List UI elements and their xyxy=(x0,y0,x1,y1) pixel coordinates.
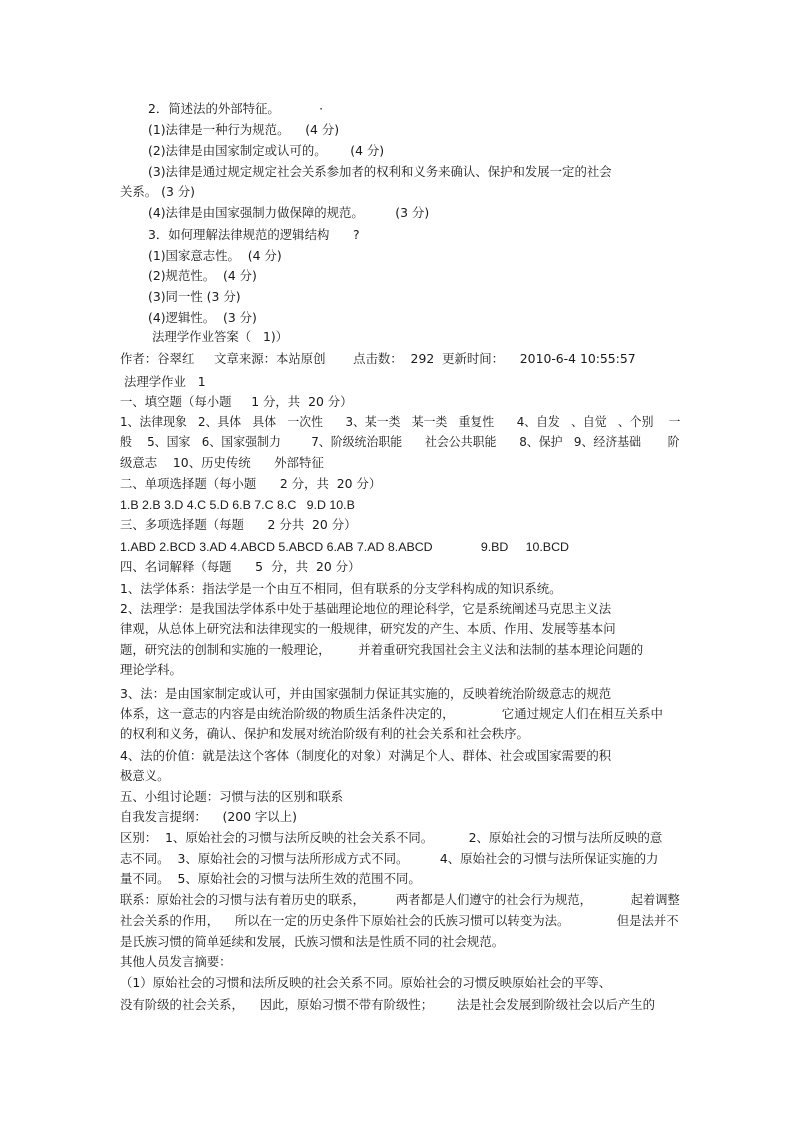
text-line: 二、单项选择题（每小题 2 分，共 20 分） xyxy=(120,476,382,491)
text-line: 3、法：是由国家制定或认可，并由国家强制力保证其实施的，反映着统治阶级意志的规范 xyxy=(120,686,612,701)
text-line: (2)规范性。 (4 分) xyxy=(148,268,257,283)
text-line: 级意志 10、历史传统 外部特征 xyxy=(120,455,324,470)
text-line: 联系：原始社会的习惯与法有着历史的联系， 两者都是人们遵守的社会行为规范， 起着调整 xyxy=(120,892,680,907)
text-line: (1)法律是一种行为规范。 (4 分) xyxy=(148,122,340,137)
text-line: (4)逻辑性。 (3 分) xyxy=(148,310,257,325)
text-line: (3)法律是通过规定规定社会关系参加者的权利和义务来确认、保护和发展一定的社会 xyxy=(148,164,612,179)
text-line: 般 5、国家 6、国家强制力 7、阶级统治职能 社会公共职能 8、保护 9、经济基础 阶 xyxy=(120,434,680,449)
text-line: 3．如何理解法律规范的逻辑结构 ? xyxy=(148,227,360,242)
text-line: 自我发言提纲： (200 字以上) xyxy=(120,809,297,824)
text-line: 2．简述法的外部特征。 · xyxy=(148,101,324,116)
article-meta: 作者：谷翠红 文章来源：本站原创 点击数： 292 更新时间： 2010-6-4 10:55:57 xyxy=(120,351,636,366)
text-line: 题，研究法的创制和实施的一般理论， 并着重研究我国社会主义法和法制的基本理论问题的 xyxy=(120,642,644,657)
text-line: 1、法学体系：指法学是一个由互不相同，但有联系的分支学科构成的知识系统。 xyxy=(120,581,562,596)
text-line: 其他人员发言摘要： xyxy=(120,954,232,969)
section-heading: 法理学作业答案（ 1)） xyxy=(152,329,289,344)
text-line: 是氏族习惯的简单延续和发展，氏族习惯和法是性质不同的社会规范。 xyxy=(120,934,505,949)
answer-line: 1.ABD 2.BCD 3.AD 4.ABCD 5.ABCD 6.AB 7.AD 8.ABCD 9.BD 10.BCD xyxy=(120,540,569,554)
text-line: 没有阶级的社会关系， 因此，原始习惯不带有阶级性； 法是社会发展到阶级社会以后产生的 xyxy=(120,997,656,1012)
text-line: 四、名词解释（每题 5 分，共 20 分） xyxy=(120,559,361,574)
text-line: （1）原始社会的习惯和法所反映的社会关系不同。原始社会的习惯反映原始社会的平等、 xyxy=(120,975,612,990)
answer-line: 1.B 2.B 3.D 4.C 5.D 6.B 7.C 8.C 9.D 10.B xyxy=(120,498,355,512)
text-line: 4、法的价值：就是法这个客体（制度化的对象）对满足个人、群体、社会或国家需要的积 xyxy=(120,748,612,763)
text-line: 社会关系的作用， 所以在一定的历史条件下原始社会的氏族习惯可以转变为法。 但是法并不 xyxy=(120,913,679,928)
text-line: 理论学科。 xyxy=(120,662,182,677)
text-line: (3)同一性 (3 分) xyxy=(148,289,241,304)
text-line: (2)法律是由国家制定或认可的。 (4 分) xyxy=(148,143,385,158)
text-line: 量不同。 5、原始社会的习惯与法所生效的范围不同。 xyxy=(120,871,421,886)
section-heading: 法理学作业 1 xyxy=(124,374,206,389)
text-line: 志不同。 3、原始社会的习惯与法所形成方式不同。 4、原始社会的习惯与法所保证实施的力 xyxy=(120,851,659,866)
text-line: 三、多项选择题（每题 2 分共 20 分） xyxy=(120,517,357,532)
text-line: 律观，从总体上研究法和法律现实的一般规律，研究发的产生、本质、作用、发展等基本问 xyxy=(120,621,616,636)
text-line: 区别： 1、原始社会的习惯与法所反映的社会关系不同。 2、原始社会的习惯与法所反映的意 xyxy=(120,830,663,845)
text-line: (4)法律是由国家强制力做保障的规范。 (3 分) xyxy=(148,205,430,220)
text-line: 五、小组讨论题：习惯与法的区别和联系 xyxy=(120,789,344,804)
text-line: 体系，这一意志的内容是由统治阶级的物质生活条件决定的， 它通过规定人们在相互关系中 xyxy=(120,706,663,721)
text-line: 1、法律现象 2、具体 具体 一次性 3、某一类 某一类 重复性 4、自发 、自觉 、个别 一 xyxy=(120,414,681,429)
text-line: 一、填空题（每小题 1 分，共 20 分） xyxy=(120,394,353,409)
text-line: (1)国家意志性。 (4 分) xyxy=(148,248,282,263)
text-line: 关系。 (3 分) xyxy=(120,184,195,199)
text-line: 的权利和义务，确认、保护和发展对统治阶级有利的社会关系和社会秩序。 xyxy=(120,726,529,741)
text-line: 2、法理学：是我国法学体系中处于基础理论地位的理论科学，它是系统阐述马克思主义法 xyxy=(120,601,612,616)
text-line: 极意义。 xyxy=(120,768,170,783)
